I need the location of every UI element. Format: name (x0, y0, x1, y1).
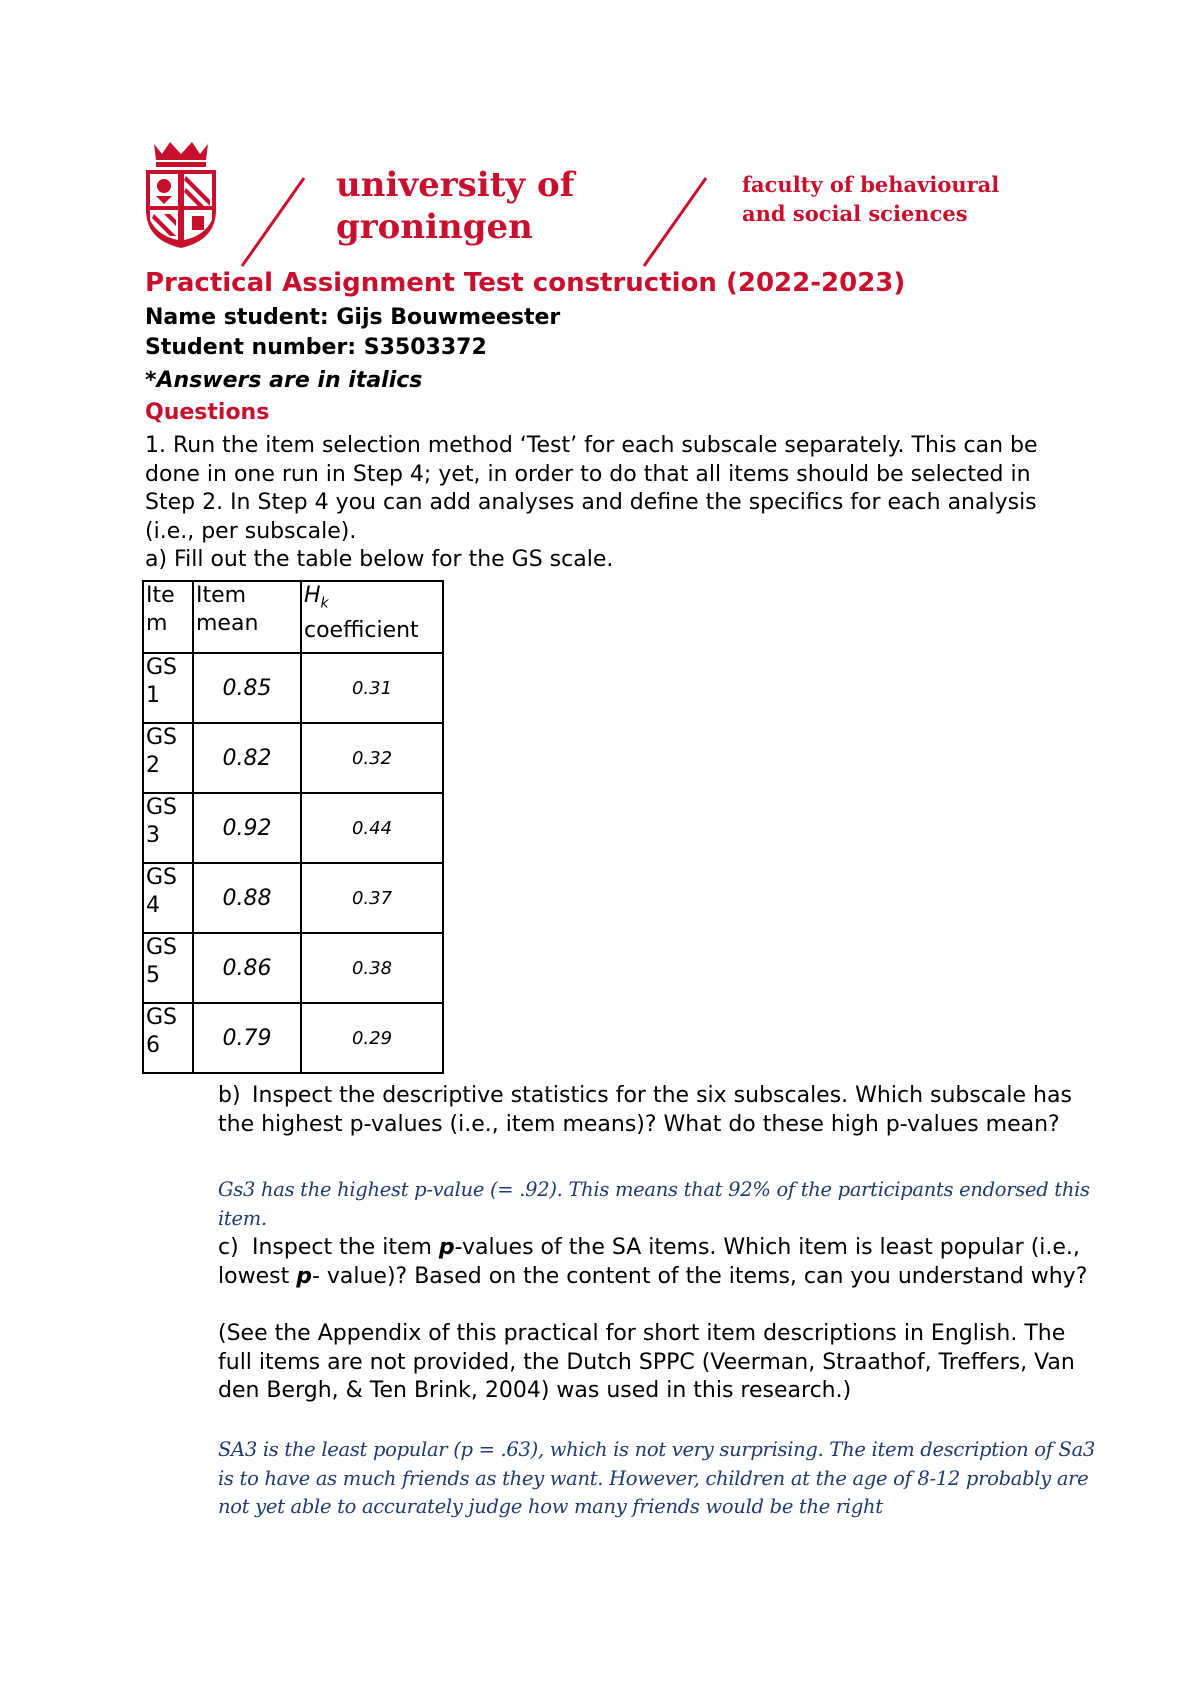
divider-slash-icon (640, 176, 710, 268)
university-name-line1: university of (336, 165, 575, 205)
row-hk-value: 0.38 (301, 933, 443, 1003)
faculty-name (742, 170, 999, 228)
question-b (218, 1082, 1098, 1139)
question-b-text: Inspect the descriptive statistics for the six subscales. Which subscale has the highest p-values (i.e., item means)? What do these high p-values mean? (218, 1083, 1072, 1137)
questions-heading: Questions (145, 400, 270, 425)
answer-c: SA3 is the least popular (p = .63), which is not very surprising. The item description of Sa3 is to have as much friends as they want. However, children at the age of 8-12 probably are not yet able to accurately judge how many friends would be the right (218, 1438, 1096, 1518)
question-c-p-1: p (438, 1235, 455, 1260)
row-item-mean: 0.86 (193, 933, 301, 1003)
university-header (142, 140, 1042, 260)
row-item-mean: 0.82 (193, 723, 301, 793)
table-row (143, 933, 443, 1003)
university-name (336, 164, 574, 248)
header-coefficient-label: coefficient (304, 618, 419, 644)
row-item: GS 6 (143, 1003, 193, 1073)
student-number: Student number: S3503372 (145, 335, 487, 360)
header-h-subscript: k (320, 595, 329, 612)
table-row (143, 863, 443, 933)
question-1 (145, 432, 1075, 575)
question-c-text-1: Inspect the item (252, 1235, 439, 1260)
table-row (143, 793, 443, 863)
divider-slash-icon (238, 176, 308, 268)
row-item-mean: 0.92 (193, 793, 301, 863)
faculty-name-line2: and social sciences (742, 201, 968, 226)
question-c-label: c) (218, 1235, 239, 1260)
table-row (143, 653, 443, 723)
header-item-mean: Item mean (193, 581, 301, 653)
row-item: GS 4 (143, 863, 193, 933)
university-name-line2: groningen (336, 207, 533, 247)
table-row (143, 1003, 443, 1073)
row-item-mean: 0.85 (193, 653, 301, 723)
row-item: GS 1 (143, 653, 193, 723)
faculty-name-line1: faculty of behavioural (742, 172, 1000, 197)
answers-note: *Answers are in italics (145, 368, 423, 393)
answer-b: Gs3 has the highest p-value (= .92). This means that 92% of the participants endorsed this item. (218, 1178, 1090, 1230)
header-hk-coefficient (301, 581, 443, 653)
row-item-mean: 0.79 (193, 1003, 301, 1073)
row-hk-value: 0.29 (301, 1003, 443, 1073)
row-hk-value: 0.31 (301, 653, 443, 723)
table-row (143, 723, 443, 793)
question-1-text: 1. Run the item selection method ‘Test’ for each subscale separately. This can be done in one run in Step 4; yet, in order to do that all items should be selected in Step 2. In Step 4 you can add analyses and define the specifics for each analysis (i.e., per subscale). (145, 433, 1038, 544)
row-item: GS 2 (143, 723, 193, 793)
header-item: Ite m (143, 581, 193, 653)
row-hk-value: 0.32 (301, 723, 443, 793)
document-title: Practical Assignment Test construction (2022-2023) (145, 268, 906, 298)
question-c-text-2: -values of the SA items. Which item is least popular (i.e., lowest (218, 1235, 1080, 1289)
row-item: GS 3 (143, 793, 193, 863)
question-1a-text: a) Fill out the table below for the GS scale. (145, 547, 614, 572)
question-c-text-3: - value)? Based on the content of the items, can you understand why? (311, 1263, 1088, 1289)
row-hk-value: 0.44 (301, 793, 443, 863)
question-c-note: (See the Appendix of this practical for short item descriptions in English. The full items are not provided, the Dutch SPPC (Veerman, Straathof, Treffers, Van den Bergh, & Ten Brink, 2004) was used in this research.) (218, 1321, 1075, 1403)
university-crest-icon (142, 140, 220, 250)
row-item-mean: 0.88 (193, 863, 301, 933)
row-hk-value: 0.37 (301, 863, 443, 933)
question-c-p-2: p (296, 1263, 312, 1289)
header-h-symbol: H (304, 583, 321, 608)
row-item: GS 5 (143, 933, 193, 1003)
gs-scale-table (142, 580, 444, 1074)
question-b-label: b) (218, 1083, 241, 1108)
table-header-row (143, 581, 443, 653)
question-c (218, 1234, 1098, 1291)
student-name: Name student: Gijs Bouwmeester (145, 305, 561, 330)
